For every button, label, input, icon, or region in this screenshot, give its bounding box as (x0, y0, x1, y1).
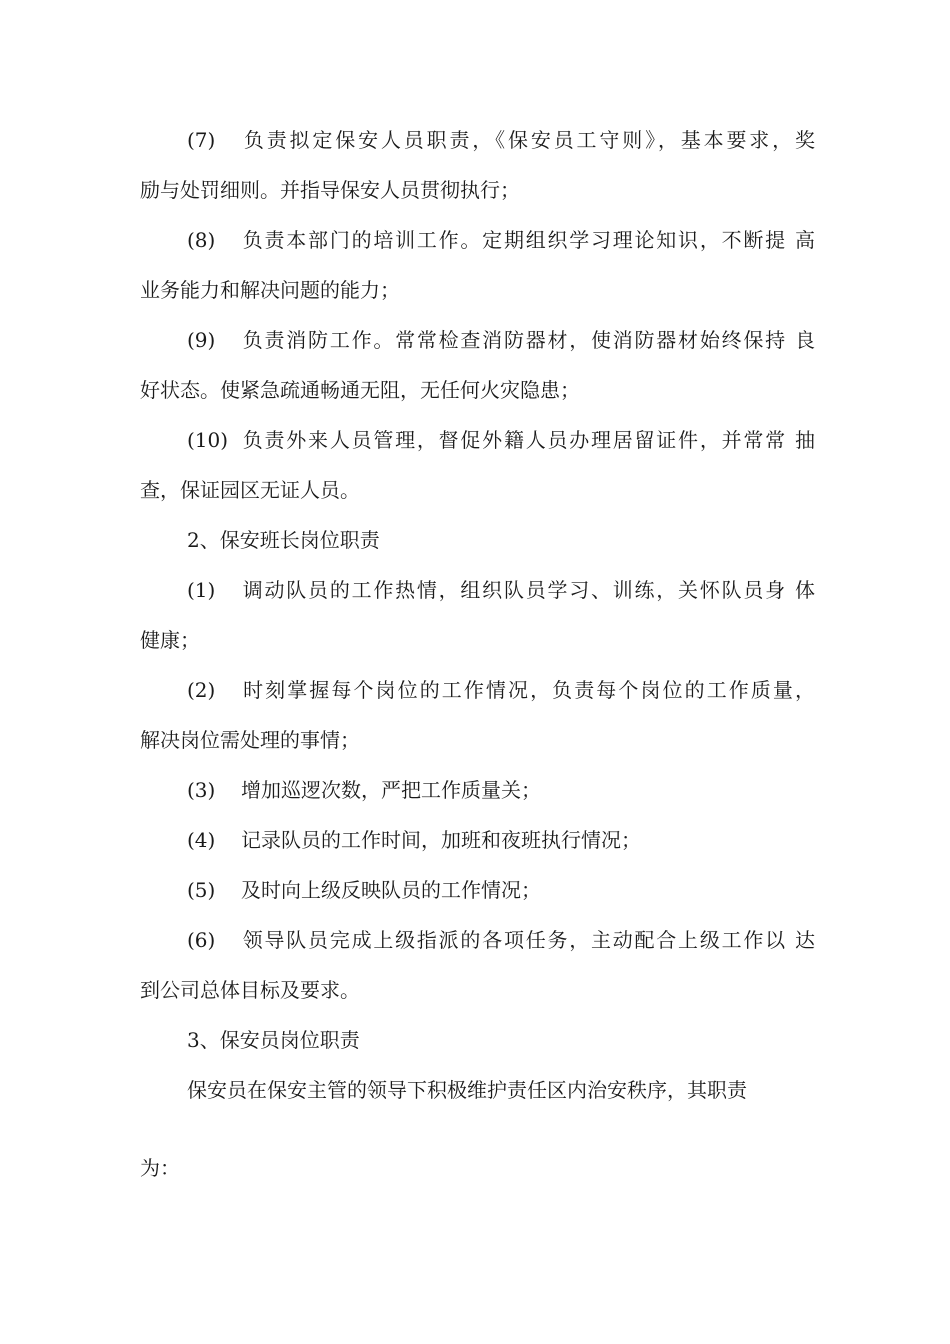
item-text: 负责拟定保安人员职责，《保安员工守则》，基本要求，奖 (241, 128, 815, 152)
s2-item-2-line-2: 解决岗位需处理的事情； (140, 728, 360, 752)
item-number: (6) (187, 928, 216, 952)
item-number: (8) (187, 228, 216, 252)
item-text: 记录队员的工作时间，加班和夜班执行情况； (241, 828, 641, 852)
s2-item-4 (187, 826, 815, 854)
s2-item-6-line-2: 到公司总体目标及要求。 (140, 978, 360, 1002)
s2-item-5 (187, 876, 815, 904)
item-number: (7) (187, 128, 216, 152)
item-number: (9) (187, 328, 216, 352)
item-text: 增加巡逻次数，严把工作质量关； (241, 778, 541, 802)
s2-item-6-line-1 (187, 926, 815, 954)
item-10-line-1 (187, 426, 815, 454)
item-number: (4) (187, 828, 216, 852)
section-3-heading: 3、保安员岗位职责 (187, 1028, 360, 1052)
s2-item-1-line-1 (187, 576, 815, 604)
s2-item-1-line-2: 健康； (140, 628, 200, 652)
section-2-heading: 2、保安班长岗位职责 (187, 528, 380, 552)
s2-item-2-line-1 (187, 676, 815, 704)
item-8-line-1 (187, 226, 815, 254)
item-text: 负责外来人员管理，督促外籍人员办理居留证件，并常常 抽 (241, 428, 815, 452)
item-text: 时刻掌握每个岗位的工作情况，负责每个岗位的工作质量， (241, 678, 815, 702)
item-text: 领导队员完成上级指派的各项任务，主动配合上级工作以 达 (241, 928, 815, 952)
item-number: (3) (187, 778, 216, 802)
item-text: 调动队员的工作热情，组织队员学习、训练，关怀队员身 体 (241, 578, 815, 602)
item-7-line-2: 励与处罚细则。并指导保安人员贯彻执行； (140, 178, 520, 202)
item-number: (2) (187, 678, 216, 702)
item-7-line-1 (187, 126, 815, 154)
item-number: (10) (187, 428, 229, 452)
section-3-intro-line-1: 保安员在保安主管的领导下积极维护责任区内治安秩序，其职责 (187, 1078, 747, 1102)
item-number: (1) (187, 578, 216, 602)
item-9-line-1 (187, 326, 815, 354)
item-text: 负责本部门的培训工作。定期组织学习理论知识，不断提 高 (241, 228, 815, 252)
item-9-line-2: 好状态。使紧急疏通畅通无阻，无任何火灾隐患； (140, 378, 580, 402)
item-text: 及时向上级反映队员的工作情况； (241, 878, 541, 902)
item-8-line-2: 业务能力和解决问题的能力； (140, 278, 400, 302)
item-text: 负责消防工作。常常检查消防器材，使消防器材始终保持 良 (241, 328, 815, 352)
section-3-intro-line-2: 为： (140, 1156, 180, 1180)
s2-item-3 (187, 776, 815, 804)
item-10-line-2: 查，保证园区无证人员。 (140, 478, 360, 502)
item-number: (5) (187, 878, 216, 902)
